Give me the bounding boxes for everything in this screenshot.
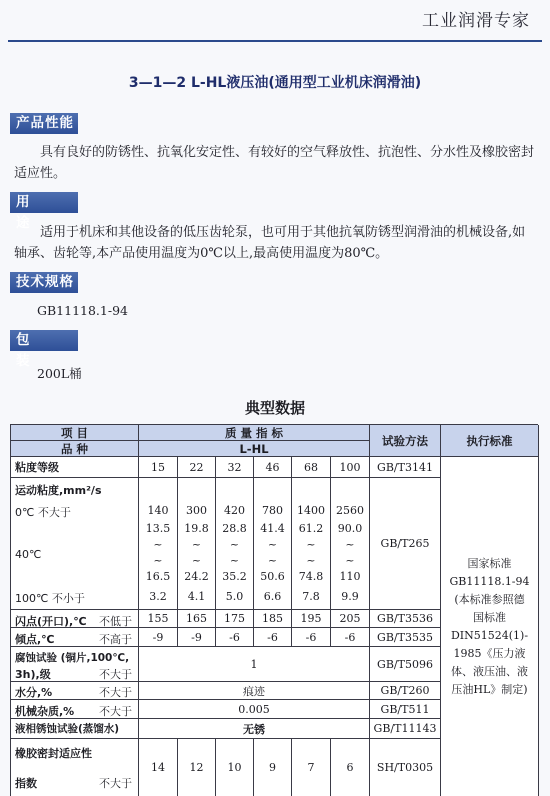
viscosity-value: 1400 xyxy=(297,504,325,517)
package-text: 200L桶 xyxy=(37,366,82,381)
standard-line: 体、液压油、液 xyxy=(451,664,528,678)
viscosity-value: ~ xyxy=(153,554,163,567)
header-method: 试验方法 xyxy=(370,425,441,457)
viscosity-value: ~ xyxy=(191,554,202,567)
viscosity-value: ~ xyxy=(153,538,163,551)
grade-value: 100 xyxy=(331,457,370,478)
method-pour: GB/T3535 xyxy=(370,628,441,647)
pour-value: -9 xyxy=(139,628,178,647)
viscosity-value: 41.4 xyxy=(260,522,285,535)
flash-value: 205 xyxy=(331,610,370,628)
standard-line: 压油HL》制定) xyxy=(451,682,528,696)
viscosity-column xyxy=(178,478,216,610)
header-divider xyxy=(8,40,542,42)
grade-value: 22 xyxy=(178,457,216,478)
flash-value: 165 xyxy=(178,610,216,628)
section-heading-package: 包 装 xyxy=(10,330,78,351)
table-title: 典型数据 xyxy=(244,399,305,417)
viscosity-value: ~ xyxy=(191,538,202,551)
pour-value: -6 xyxy=(254,628,292,647)
standard-line: 1985《压力液 xyxy=(453,646,526,660)
seal-value: 7 xyxy=(292,739,331,796)
section-heading-performance: 产品性能 xyxy=(10,113,78,134)
grade-value: 46 xyxy=(254,457,292,478)
viscosity-value: ~ xyxy=(306,538,316,551)
water-label: 水分,% xyxy=(15,686,53,699)
viscosity-value: 4.1 xyxy=(187,590,206,603)
pour-value: -9 xyxy=(178,628,216,647)
method-water: GB/T260 xyxy=(370,682,441,700)
header-quality: 质 量 指 标 xyxy=(139,425,370,441)
standard-line: GB11118.1-94 xyxy=(449,574,530,588)
viscosity-column xyxy=(139,478,178,610)
viscosity-column xyxy=(292,478,331,610)
flash-value: 185 xyxy=(254,610,292,628)
seal-value: 9 xyxy=(254,739,292,796)
method-corrosion: GB/T5096 xyxy=(370,647,441,682)
corrosion-label-2: 3h),级 xyxy=(15,668,51,681)
viscosity-value: 35.2 xyxy=(222,570,247,583)
viscosity-label: 运动粘度,mm²/s xyxy=(15,484,102,497)
viscosity-value: ~ xyxy=(229,554,240,567)
viscosity-value: 19.8 xyxy=(184,522,209,535)
viscosity-value: ~ xyxy=(345,554,355,567)
row-label-impurity xyxy=(11,700,139,719)
row-label-seal xyxy=(11,739,139,796)
viscosity-value: 420 xyxy=(224,504,245,517)
product-title: 3—1—2 L-HL液压油(通用型工业机床润滑油) xyxy=(128,75,422,91)
flash-value: 175 xyxy=(216,610,254,628)
viscosity-value: 74.8 xyxy=(298,570,324,583)
impurity-limit: 不大于 xyxy=(99,705,132,718)
viscosity-value: ~ xyxy=(229,538,240,551)
method-rust: GB/T11143 xyxy=(370,719,441,739)
performance-text: 具有良好的防锈性、抗氧化安定性、有较好的空气释放性、抗泡性、分水性及橡胶密封适应性。 xyxy=(14,145,535,181)
viscosity-value: 2560 xyxy=(336,504,364,517)
viscosity-value: 61.2 xyxy=(298,522,324,535)
viscosity-value: 90.0 xyxy=(337,522,363,535)
seal-value: 10 xyxy=(216,739,254,796)
usage-text: 适用于机床和其他设备的低压齿轮泵，也可用于其他抗氧防锈型润滑油的机械设备,如轴承、齿轮等,本产品使用温度为0℃以上,最高使用温度为80℃。 xyxy=(14,225,526,261)
method-viscosity: GB/T265 xyxy=(370,478,441,610)
corrosion-value: 1 xyxy=(139,647,370,682)
rust-value: 无锈 xyxy=(139,719,370,739)
header-variety: 品 种 xyxy=(11,441,139,457)
flash-label: 闪点(开口),℃ xyxy=(15,615,87,628)
header-standard: 执行标准 xyxy=(441,425,539,457)
row-label-viscosity xyxy=(11,478,139,610)
viscosity-0c-label: 0℃ 不大于 xyxy=(15,506,71,519)
viscosity-value: 13.5 xyxy=(145,522,171,535)
grade-value: 32 xyxy=(216,457,254,478)
method-grade: GB/T3141 xyxy=(370,457,441,478)
viscosity-value: ~ xyxy=(267,554,278,567)
corrosion-limit: 不大于 xyxy=(99,668,132,681)
spec-text: GB11118.1-94 xyxy=(37,303,128,318)
header-grade: L-HL xyxy=(139,441,370,457)
pour-value: -6 xyxy=(331,628,370,647)
water-value: 痕迹 xyxy=(139,682,370,700)
method-impurity: GB/T511 xyxy=(370,700,441,719)
standard-line: DIN51524(1)- xyxy=(450,628,529,642)
viscosity-100c-label: 100℃ 不小于 xyxy=(15,592,85,605)
row-label-flash xyxy=(11,610,139,628)
standard-line: 国标准 xyxy=(473,610,506,624)
viscosity-value: 6.6 xyxy=(263,590,282,603)
viscosity-column xyxy=(331,478,370,610)
flash-value: 195 xyxy=(292,610,331,628)
pour-value: -6 xyxy=(216,628,254,647)
water-limit: 不大于 xyxy=(99,686,132,699)
grade-value: 68 xyxy=(292,457,331,478)
grade-value: 15 xyxy=(139,457,178,478)
standard-line: (本标准参照德 xyxy=(454,592,525,606)
row-label-corrosion xyxy=(11,647,139,682)
seal-label-1: 橡胶密封适应性 xyxy=(15,747,92,760)
seal-value: 6 xyxy=(331,739,370,796)
row-label-rust: 液相锈蚀试验(蒸馏水) xyxy=(11,719,139,739)
flash-value: 155 xyxy=(139,610,178,628)
brand-label: 工业润滑专家 xyxy=(422,11,530,31)
flash-limit: 不低于 xyxy=(99,615,132,628)
impurity-value: 0.005 xyxy=(139,700,370,719)
viscosity-value: 300 xyxy=(186,504,207,517)
viscosity-column xyxy=(216,478,254,610)
standard-line: 国家标准 xyxy=(467,556,512,570)
viscosity-value: 140 xyxy=(147,504,169,517)
viscosity-40c-label: 40℃ xyxy=(15,548,42,561)
viscosity-value: ~ xyxy=(267,538,278,551)
viscosity-value: 780 xyxy=(262,504,283,517)
viscosity-value: 5.0 xyxy=(225,590,244,603)
seal-value: 12 xyxy=(178,739,216,796)
viscosity-value: 24.2 xyxy=(184,570,209,583)
header-item: 项 目 xyxy=(11,425,139,441)
seal-label-2: 指数 xyxy=(15,777,37,790)
section-heading-spec: 技术规格 xyxy=(10,272,78,293)
seal-value: 14 xyxy=(139,739,178,796)
row-label-grade: 粘度等级 xyxy=(11,457,139,478)
standard-note xyxy=(441,457,539,796)
seal-limit: 不大于 xyxy=(99,777,132,790)
viscosity-value: ~ xyxy=(345,538,355,551)
row-label-water xyxy=(11,682,139,700)
pour-limit: 不高于 xyxy=(99,633,132,646)
method-seal: SH/T0305 xyxy=(370,739,441,796)
viscosity-value: 16.5 xyxy=(145,570,171,583)
impurity-label: 机械杂质,% xyxy=(15,705,75,718)
method-flash: GB/T3536 xyxy=(370,610,441,628)
section-heading-usage: 用 途 xyxy=(10,192,78,213)
viscosity-value: 9.9 xyxy=(341,590,359,603)
pour-label: 倾点,℃ xyxy=(15,633,55,646)
viscosity-column xyxy=(254,478,292,610)
typical-data-table xyxy=(10,424,538,796)
viscosity-value: 50.6 xyxy=(260,570,285,583)
pour-value: -6 xyxy=(292,628,331,647)
viscosity-value: 28.8 xyxy=(222,522,247,535)
corrosion-label-1: 腐蚀试验 (铜片,100℃, xyxy=(15,652,130,664)
viscosity-value: 7.8 xyxy=(302,590,320,603)
viscosity-value: 110 xyxy=(339,570,361,583)
row-label-pour xyxy=(11,628,139,647)
viscosity-value: 3.2 xyxy=(149,590,167,603)
viscosity-value: ~ xyxy=(306,554,316,567)
